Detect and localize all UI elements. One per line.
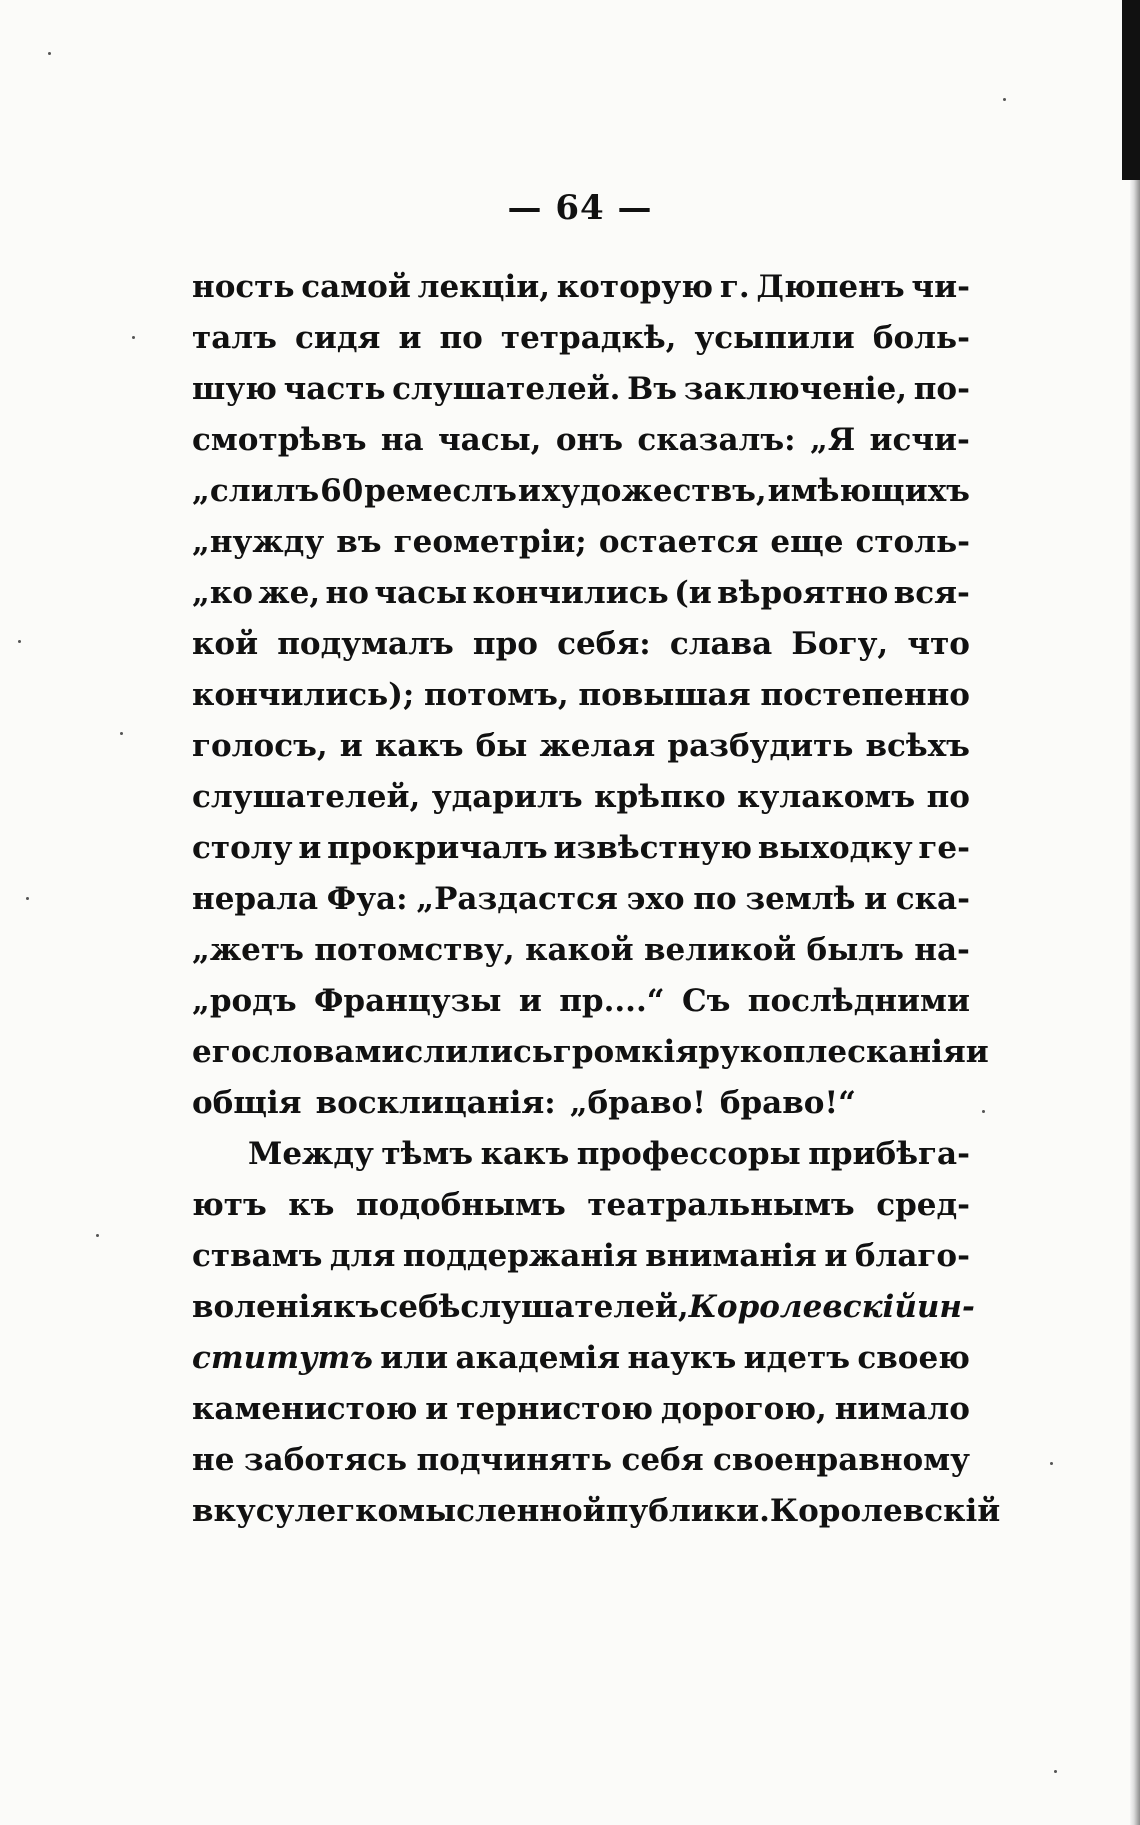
word: землѣ bbox=[745, 881, 856, 917]
word: великой bbox=[643, 932, 797, 968]
word: нимало bbox=[834, 1391, 970, 1427]
word: ствамъ bbox=[192, 1238, 323, 1274]
word: заключеніе, bbox=[683, 371, 908, 407]
text-line bbox=[192, 1231, 970, 1282]
word: къ bbox=[333, 1289, 380, 1325]
word: словами bbox=[251, 1034, 405, 1070]
word: какъ bbox=[480, 1136, 570, 1172]
scan-edge-dark-strip bbox=[1122, 0, 1140, 180]
word: восклицанія: bbox=[315, 1085, 556, 1121]
word: исчи- bbox=[869, 422, 970, 458]
text-line bbox=[192, 874, 970, 925]
word: себя bbox=[621, 1442, 704, 1478]
word: „жетъ bbox=[192, 932, 304, 968]
page-number: — 64 — bbox=[507, 188, 653, 228]
word: слушателей, bbox=[192, 779, 421, 815]
scan-speck bbox=[96, 1234, 99, 1237]
scan-speck bbox=[120, 732, 123, 735]
text-line bbox=[192, 364, 970, 415]
word: себя: bbox=[557, 626, 651, 662]
word: рукоплесканія bbox=[698, 1034, 966, 1070]
word: извѣстную bbox=[553, 830, 753, 866]
word: имѣющихъ bbox=[767, 473, 970, 509]
word: и bbox=[398, 320, 422, 356]
word: воленія bbox=[192, 1289, 334, 1325]
word: каменистою bbox=[192, 1391, 418, 1427]
word: часы, bbox=[437, 422, 542, 458]
text-line bbox=[192, 313, 970, 364]
word: „Раздастся bbox=[416, 881, 618, 917]
word: повышая bbox=[578, 677, 751, 713]
word: себѣ bbox=[379, 1289, 461, 1325]
word: г. bbox=[719, 269, 750, 305]
word: потомству, bbox=[314, 932, 515, 968]
word: и bbox=[864, 881, 888, 917]
word: какой bbox=[525, 932, 634, 968]
word: и bbox=[824, 1238, 848, 1274]
word: нерала bbox=[192, 881, 319, 917]
word: постепенно bbox=[760, 677, 970, 713]
word: сидя bbox=[294, 320, 381, 356]
scan-speck bbox=[132, 336, 135, 339]
word: ударилъ bbox=[431, 779, 583, 815]
scan-speck bbox=[1050, 1462, 1053, 1465]
word: столь- bbox=[855, 524, 970, 560]
word: и bbox=[517, 473, 541, 509]
word: вниманія bbox=[645, 1238, 817, 1274]
word: часть bbox=[283, 371, 386, 407]
word: или bbox=[380, 1340, 449, 1376]
word: „родъ bbox=[192, 983, 297, 1019]
word: ин- bbox=[916, 1289, 975, 1325]
word: всѣхъ bbox=[865, 728, 970, 764]
word: слушателей, bbox=[460, 1289, 689, 1325]
body-text bbox=[192, 262, 1001, 1537]
word: ютъ bbox=[192, 1187, 267, 1223]
word: тетрадкѣ, bbox=[500, 320, 677, 356]
word: чи- bbox=[911, 269, 970, 305]
word: боль- bbox=[872, 320, 970, 356]
word: на bbox=[380, 422, 424, 458]
word: Съ bbox=[681, 983, 731, 1019]
word: бы bbox=[475, 728, 528, 764]
word: „нужду bbox=[192, 524, 325, 560]
word: усыпили bbox=[694, 320, 855, 356]
word: къ bbox=[288, 1187, 335, 1223]
word: благо- bbox=[854, 1238, 970, 1274]
word: громкія bbox=[552, 1034, 699, 1070]
word: на- bbox=[914, 932, 970, 968]
word: ремеслъ bbox=[364, 473, 517, 509]
word: слились bbox=[404, 1034, 553, 1070]
word: наукъ bbox=[627, 1340, 737, 1376]
word: ность bbox=[192, 269, 295, 305]
text-line bbox=[192, 568, 970, 619]
word: кой bbox=[192, 626, 259, 662]
word: Французы bbox=[314, 983, 502, 1019]
word: для bbox=[329, 1238, 396, 1274]
word: и bbox=[339, 728, 363, 764]
word: по bbox=[439, 320, 483, 356]
word: поддержанія bbox=[402, 1238, 638, 1274]
word: Королевскій bbox=[769, 1493, 1001, 1529]
word: профессоры bbox=[576, 1136, 801, 1172]
word: ска- bbox=[895, 881, 970, 917]
word: подобнымъ bbox=[355, 1187, 566, 1223]
word: „браво! bbox=[569, 1085, 706, 1121]
scan-speck bbox=[982, 1110, 985, 1113]
word: по bbox=[926, 779, 970, 815]
word: дорогою, bbox=[660, 1391, 827, 1427]
word: прибѣга- bbox=[808, 1136, 970, 1172]
scan-edge-shadow bbox=[1130, 0, 1140, 1825]
word: Дюпенъ bbox=[756, 269, 905, 305]
word: браво!“ bbox=[719, 1085, 856, 1121]
word: Королевскій bbox=[688, 1289, 917, 1325]
text-line bbox=[192, 1078, 970, 1129]
word: слушателей. bbox=[392, 371, 621, 407]
word: эхо bbox=[626, 881, 685, 917]
scan-speck bbox=[1003, 98, 1006, 101]
text-line bbox=[192, 1384, 970, 1435]
word: „ко bbox=[192, 575, 253, 611]
text-line bbox=[192, 925, 970, 976]
word: геометріи; bbox=[393, 524, 587, 560]
word: кончились); bbox=[192, 677, 415, 713]
word: былъ bbox=[806, 932, 904, 968]
text-line bbox=[192, 976, 970, 1027]
word: голосъ, bbox=[192, 728, 328, 764]
text-line bbox=[192, 670, 970, 721]
word: желая bbox=[539, 728, 656, 764]
text-line bbox=[192, 1435, 970, 1486]
word: послѣдними bbox=[747, 983, 970, 1019]
word: и bbox=[965, 1034, 989, 1070]
word: театральнымъ bbox=[587, 1187, 855, 1223]
word: шую bbox=[192, 371, 277, 407]
word: Между bbox=[248, 1136, 374, 1172]
word: талъ bbox=[192, 320, 277, 356]
word: которую bbox=[556, 269, 714, 305]
word: легкомысленной bbox=[294, 1493, 606, 1529]
word: крѣпко bbox=[594, 779, 726, 815]
word: кончились bbox=[472, 575, 669, 611]
word: и bbox=[518, 983, 542, 1019]
word: про bbox=[472, 626, 538, 662]
word: кулакомъ bbox=[737, 779, 916, 815]
word: ге- bbox=[918, 830, 970, 866]
word: самой bbox=[301, 269, 411, 305]
scan-speck bbox=[1054, 1770, 1057, 1773]
word: же, bbox=[258, 575, 321, 611]
word: что bbox=[907, 626, 970, 662]
word: тѣмъ bbox=[381, 1136, 474, 1172]
word: тернистою bbox=[456, 1391, 653, 1427]
text-line bbox=[192, 1333, 970, 1384]
word: идетъ bbox=[743, 1340, 850, 1376]
word: „Я bbox=[809, 422, 856, 458]
scan-speck bbox=[18, 640, 21, 643]
word: общія bbox=[192, 1085, 302, 1121]
word: его bbox=[192, 1034, 252, 1070]
word: сред- bbox=[876, 1187, 970, 1223]
word: смотрѣвъ bbox=[192, 422, 367, 458]
word: академія bbox=[455, 1340, 621, 1376]
word: своею bbox=[857, 1340, 970, 1376]
word: художествъ, bbox=[541, 473, 767, 509]
word: еще bbox=[770, 524, 844, 560]
word: публики. bbox=[605, 1493, 770, 1529]
text-line bbox=[192, 1282, 975, 1333]
scan-speck bbox=[48, 52, 51, 55]
text-line bbox=[192, 721, 970, 772]
word: „слилъ bbox=[192, 473, 320, 509]
text-line bbox=[192, 823, 970, 874]
text-line bbox=[192, 772, 970, 823]
word: не bbox=[192, 1442, 235, 1478]
word: и bbox=[298, 830, 322, 866]
word: по bbox=[693, 881, 737, 917]
text-line bbox=[192, 1027, 989, 1078]
text-line bbox=[192, 466, 970, 517]
word: 60 bbox=[320, 473, 364, 509]
text-line bbox=[192, 262, 970, 313]
text-line bbox=[192, 415, 970, 466]
word: вѣроятно bbox=[717, 575, 889, 611]
text-line bbox=[192, 1180, 970, 1231]
word: подумалъ bbox=[277, 626, 454, 662]
text-line bbox=[192, 517, 970, 568]
word: вкусу bbox=[192, 1493, 295, 1529]
word: Фуа: bbox=[326, 881, 408, 917]
word: подчинять bbox=[416, 1442, 613, 1478]
word: потомъ, bbox=[423, 677, 569, 713]
word: заботясь bbox=[243, 1442, 408, 1478]
word: Богу, bbox=[791, 626, 889, 662]
word: слава bbox=[669, 626, 773, 662]
word: въ bbox=[336, 524, 382, 560]
word: столу bbox=[192, 830, 293, 866]
text-line bbox=[192, 619, 970, 670]
scan-speck bbox=[26, 897, 29, 900]
word: по- bbox=[913, 371, 970, 407]
word: выходку bbox=[757, 830, 913, 866]
word: остается bbox=[598, 524, 759, 560]
word: (и bbox=[674, 575, 712, 611]
word: и bbox=[425, 1391, 449, 1427]
word: своенравному bbox=[713, 1442, 970, 1478]
word: пр....“ bbox=[559, 983, 665, 1019]
word: ститутъ bbox=[192, 1340, 373, 1376]
word: вся- bbox=[893, 575, 970, 611]
word: разбудить bbox=[667, 728, 854, 764]
text-line bbox=[192, 1129, 970, 1180]
word: сказалъ: bbox=[637, 422, 796, 458]
word: лекціи, bbox=[417, 269, 551, 305]
word: часы bbox=[374, 575, 468, 611]
word: онъ bbox=[555, 422, 623, 458]
word: но bbox=[325, 575, 369, 611]
word: прокричалъ bbox=[327, 830, 548, 866]
word: Въ bbox=[627, 371, 678, 407]
word: какъ bbox=[374, 728, 464, 764]
text-line bbox=[192, 1486, 1001, 1537]
